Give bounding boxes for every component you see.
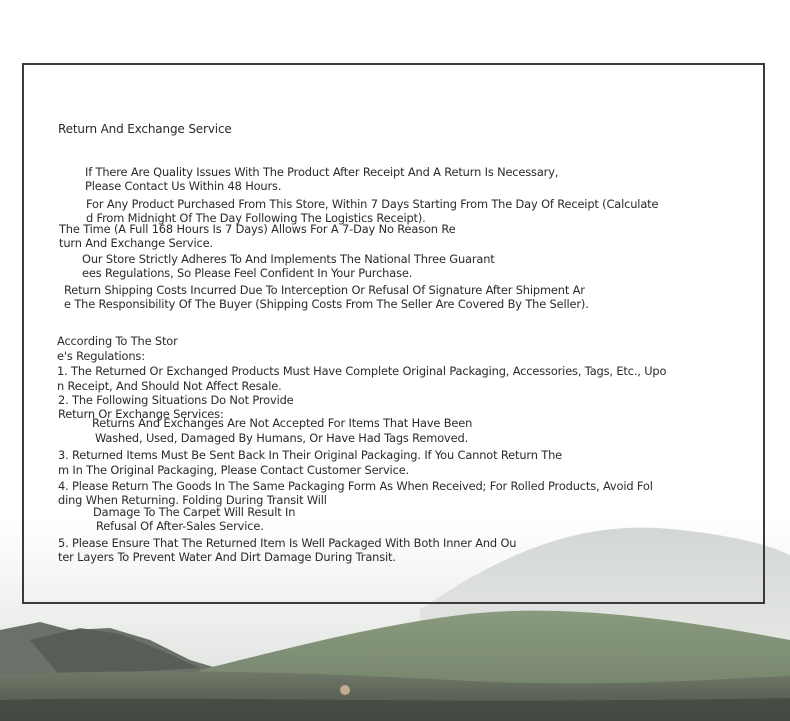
text-line: e The Responsibility Of The Buyer (Shipping Costs From The Seller Are Covered By The Seller). xyxy=(64,297,589,311)
page-title: Return And Exchange Service xyxy=(58,122,232,136)
text-line: Washed, Used, Damaged By Humans, Or Have Had Tags Removed. xyxy=(95,431,469,445)
text-line: Please Contact Us Within 48 Hours. xyxy=(85,179,282,193)
text-line: Return Shipping Costs Incurred Due To Interception Or Refusal Of Signature After Shipment Ar xyxy=(64,283,585,297)
text-line: 2. The Following Situations Do Not Provide xyxy=(58,393,294,407)
text-line: Refusal Of After-Sales Service. xyxy=(96,519,264,533)
text-line: Our Store Strictly Adheres To And Implements The National Three Guarant xyxy=(82,252,495,266)
text-line: 1. The Returned Or Exchanged Products Must Have Complete Original Packaging, Accessories, Tags, Etc., Upo xyxy=(57,364,667,378)
text-line: ding When Returning. Folding During Transit Will xyxy=(58,493,327,507)
text-line: Return Or Exchange Services: xyxy=(58,407,224,421)
text-line: ees Regulations, So Please Feel Confident In Your Purchase. xyxy=(82,266,413,280)
text-line: m In The Original Packaging, Please Contact Customer Service. xyxy=(58,463,410,477)
text-line: 4. Please Return The Goods In The Same Packaging Form As When Received; For Rolled Products, Avoid Fol xyxy=(58,479,653,493)
text-line: n Receipt, And Should Not Affect Resale. xyxy=(57,379,282,393)
text-line: Returns And Exchanges Are Not Accepted For Items That Have Been xyxy=(92,416,473,430)
text-line: Damage To The Carpet Will Result In xyxy=(93,505,296,519)
text-line: According To The Stor xyxy=(57,334,178,348)
text-line: turn And Exchange Service. xyxy=(59,236,213,250)
text-line: The Time (A Full 168 Hours Is 7 Days) Allows For A 7-Day No Reason Re xyxy=(59,222,456,236)
text-line: e's Regulations: xyxy=(57,349,145,363)
text-line: For Any Product Purchased From This Store, Within 7 Days Starting From The Day Of Receipt (Calculate xyxy=(86,197,659,211)
text-line: d From Midnight Of The Day Following The Logistics Receipt). xyxy=(86,211,426,225)
text-line: 5. Please Ensure That The Returned Item Is Well Packaged With Both Inner And Ou xyxy=(58,536,517,550)
text-line: 3. Returned Items Must Be Sent Back In Their Original Packaging. If You Cannot Return The xyxy=(58,448,562,462)
text-line: ter Layers To Prevent Water And Dirt Damage During Transit. xyxy=(58,550,396,564)
text-line: If There Are Quality Issues With The Product After Receipt And A Return Is Necessary, xyxy=(85,165,559,179)
